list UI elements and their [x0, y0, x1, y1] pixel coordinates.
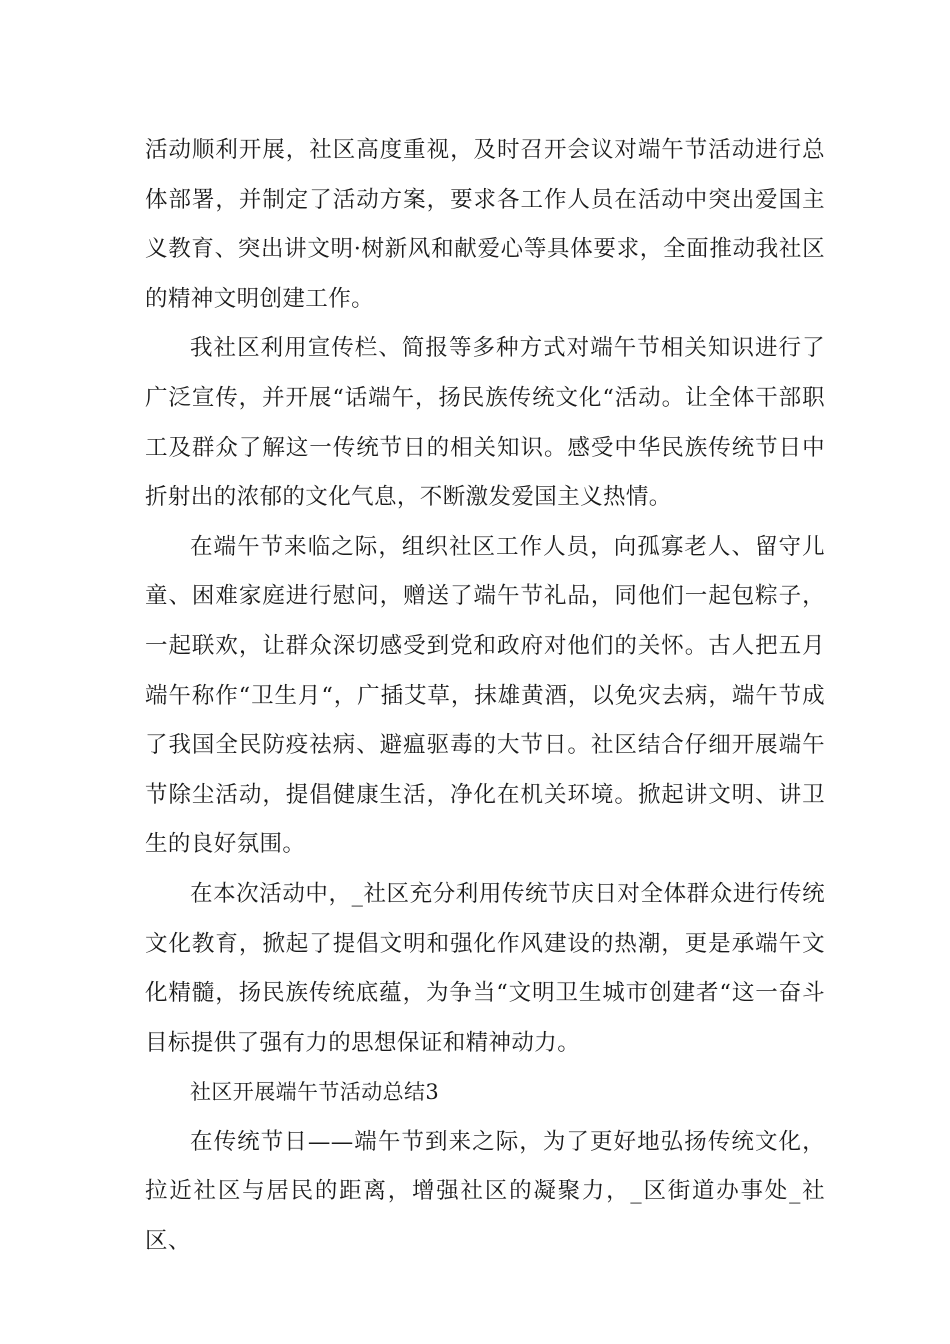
paragraph-publicity: 我社区利用宣传栏、简报等多种方式对端午节相关知识进行了广泛宣传，并开展“话端午，扬民族传统文化“活动。让全体干部职工及群众了解这一传统节日的相关知识。感受中华民族传统节日中折射出的浓郁的文化气息，不断激发爱国主义热情。	[145, 335, 825, 511]
paragraph-summary: 在本次活动中，_社区充分利用传统节庆日对全体群众进行传统文化教育，掀起了提倡文明和强化作风建设的热潮，更是承端午文化精髓，扬民族传统底蕴，为争当“文明卫生城市创建者“这一奋斗目标提供了强有力的思想保证和精神动力。	[145, 880, 825, 1056]
paragraph-visits: 在端午节来临之际，组织社区工作人员，向孤寡老人、留守儿童、困难家庭进行慰问，赠送了端午节礼品，同他们一起包粽子，一起联欢，让群众深切感受到党和政府对他们的关怀。古人把五月端午称作“卫生月“，广插艾草，抹雄黄酒，以免灾去病，端午节成了我国全民防疫祛病、避瘟驱毒的大节日。社区结合仔细开展端午节除尘活动，提倡健康生活，净化在机关环境。掀起讲文明、讲卫生的良好氛围。	[145, 533, 825, 858]
paragraph-continuation: 活动顺利开展，社区高度重视，及时召开会议对端午节活动进行总体部署，并制定了活动方案，要求各工作人员在活动中突出爱国主义教育、突出讲文明·树新风和献爱心等具体要求，全面推动我社区的精神文明创建工作。	[145, 137, 825, 312]
section-heading: 社区开展端午节活动总结3	[190, 1080, 440, 1105]
document-body	[145, 126, 825, 1267]
paragraph-intro-3: 在传统节日——端午节到来之际，为了更好地弘扬传统文化，拉近社区与居民的距离，增强社区的凝聚力，_区街道办事处_社区、	[145, 1128, 825, 1255]
